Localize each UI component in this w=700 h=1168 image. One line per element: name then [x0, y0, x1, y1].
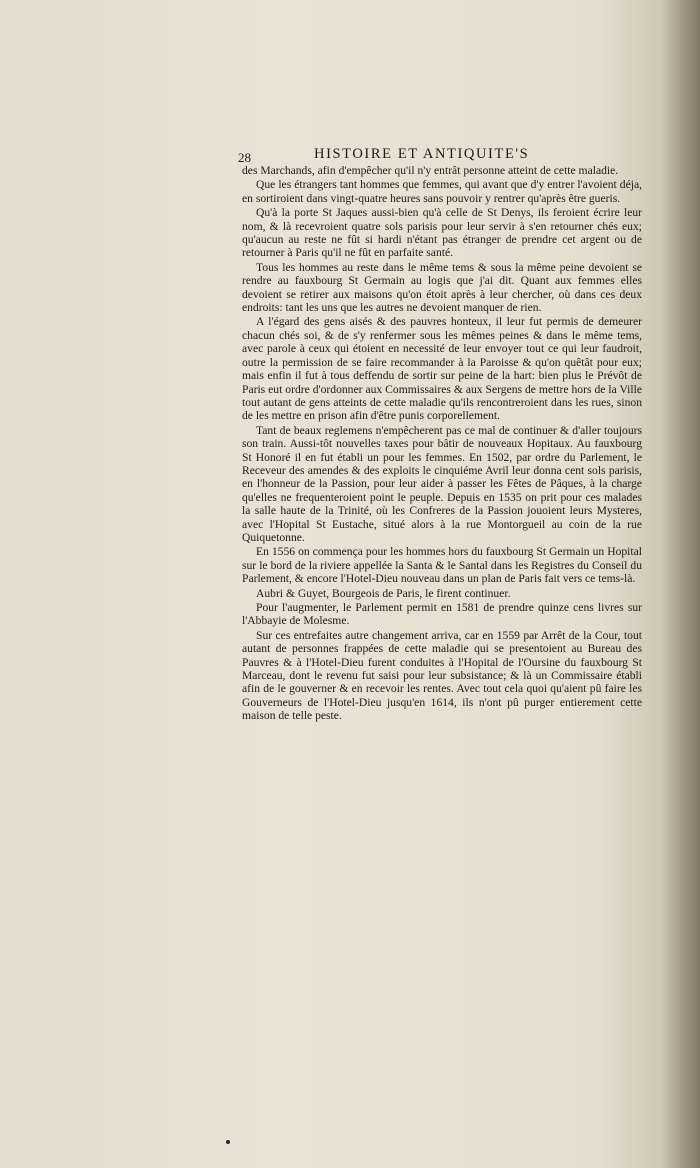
paragraph: Qu'à la porte St Jaques aussi-bien qu'à celle de St Denys, ils feroient écrire leur nom, & là recevroient quatre sols parisis pour leur servir à s'en retourner chés eux; qu'aucun au reste ne fût si hardi n'étant pas étranger de prendre cet argent ou de retourner à Paris qu'il ne fût en parfaite santé. [242, 206, 642, 260]
ink-speck [226, 1140, 230, 1144]
paragraph: En 1556 on commença pour les hommes hors du fauxbourg St Germain un Hopital sur le bord de la riviere appellée la Santa & le Santal dans les Registres du Conseil du Parlement, & encore l'Hotel-Dieu nouveau dans un plan de Paris fait vers ce tems-là. [242, 545, 642, 586]
paragraph: Tous les hommes au reste dans le même tems & sous la même peine devoient se rendre au fauxbourg St Germain au logis que j'ai dit. Quant aux femmes elles devoient se retirer aux maisons qu'on étoit après à leur chercher, où dans ces deux endroits: tant les uns que les autres ne devoient manquer de rien. [242, 260, 642, 315]
body-text [242, 164, 642, 724]
paragraph: Pour l'augmenter, le Parlement permit en 1581 de prendre quinze cens livres sur l'Abbayie de Molesme. [242, 601, 642, 628]
paragraph: des Marchands, afin d'empêcher qu'il n'y entrât personne atteint de cette maladie. [242, 164, 619, 177]
paragraph: Sur ces entrefaites autre changement arriva, car en 1559 par Arrêt de la Cour, tout autant de personnes frappées de cette maladie qui se presentoient au Bureau des Pauvres & à l'Hotel-Dieu furent conduites à l'Hopital de l'Oursine du fauxbourg St Marceau, dont le revenu fut saisi pour leur subsistance; & là un Commissaire établi afin de le gouverner & en recevoir les rentes. Avec tout cela quoi qu'aient pû faire les Gouverneurs de l'Hotel-Dieu jusqu'en 1614, ils n'ont pû purger entierement cette maison de telle peste. [242, 628, 642, 723]
page-number: 28 [238, 150, 251, 165]
page-edge-shadow [660, 0, 700, 1168]
running-title: HISTOIRE ET ANTIQUITE'S [314, 146, 530, 162]
paragraph: Tant de beaux reglemens n'empêcherent pas ce mal de continuer & d'aller toujours son train. Aussi-tôt nouvelles taxes pour bâtir de nouveaux Hopitaux. Au fauxbourg St Honoré il en fut établi un pour les femmes. En 1502, par ordre du Parlement, le Receveur des amendes & des exploits le cinquiéme Avril leur donna cent sols parisis, en l'honneur de la Passion, pour leur aider à passer les Fêtes de Pâques, à la charge qu'elles ne frequenteroient point le peuple. Depuis en 1535 on prit pour ces malades la salle haute de la Trinité, où les Confreres de la Passion jouoient leurs Mysteres, avec l'Hopital St Eustache, situé alors à la rue Montorgueil au coin de la rue Quiquetonne. [242, 423, 642, 544]
paragraph: Aubri & Guyet, Bourgeois de Paris, le firent continuer. [256, 586, 511, 600]
paragraph: Que les étrangers tant hommes que femmes, qui avant que d'y entrer l'avoient déja, en sortiroient dans vingt-quatre heures sans pouvoir y rentrer qu'après être gueris. [242, 178, 642, 205]
paragraph: A l'égard des gens aisés & des pauvres honteux, il leur fut permis de demeurer chacun chés soi, & de s'y renfermer sous les mêmes peines & dans le même tems, avec parole à ceux qui étoient en necessité de leur envoyer tout ce qui leur faudroit, outre la permission de se faire recommander à la Paroisse & qu'on quêtât pour eux; mais enfin il fut à tous deffendu de sortir sur peine de la hart: bien plus le Prévôt de Paris eut ordre d'ordonner aux Commissaires & aux Sergens de mettre hors de la Ville tout autant de gens atteints de cette maladie qu'ils rencontreroient dans les rues, sinon de les mettre en prison afin d'être punis corporellement. [242, 315, 642, 423]
